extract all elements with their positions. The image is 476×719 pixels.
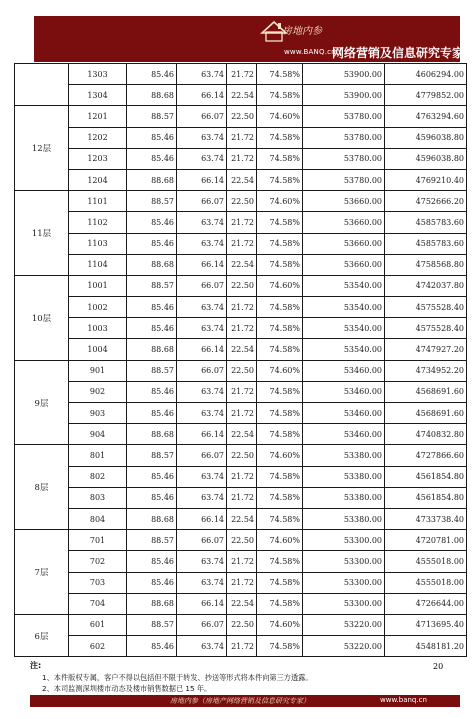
room-number-cell: 1202 <box>69 127 127 148</box>
room-number-cell: 904 <box>69 424 127 445</box>
table-row <box>15 614 467 635</box>
floor-label: 10层 <box>15 275 69 360</box>
table-row <box>15 85 467 106</box>
shared-area-cell: 21.72 <box>227 572 257 593</box>
total-price-cell: 4555018.00 <box>385 551 467 572</box>
table-row <box>15 424 467 445</box>
usable-area-cell: 63.74 <box>177 572 227 593</box>
total-price-cell: 4575528.40 <box>385 297 467 318</box>
unit-price-cell: 53660.00 <box>303 254 385 275</box>
building-area-cell: 85.46 <box>127 572 177 593</box>
usage-ratio-cell: 74.58% <box>257 297 303 318</box>
unit-price-cell: 53660.00 <box>303 212 385 233</box>
unit-price-cell: 53300.00 <box>303 572 385 593</box>
usable-area-cell: 63.74 <box>177 403 227 424</box>
unit-price-cell: 53300.00 <box>303 551 385 572</box>
unit-price-cell: 53380.00 <box>303 466 385 487</box>
unit-price-cell: 53300.00 <box>303 530 385 551</box>
room-number-cell: 1103 <box>69 233 127 254</box>
unit-price-cell: 53900.00 <box>303 64 385 85</box>
floor-label: 7层 <box>15 530 69 615</box>
total-price-cell: 4713695.40 <box>385 614 467 635</box>
usable-area-cell: 66.14 <box>177 339 227 360</box>
building-area-cell: 85.46 <box>127 381 177 402</box>
room-number-cell: 1101 <box>69 191 127 212</box>
usage-ratio-cell: 74.58% <box>257 85 303 106</box>
total-price-cell: 4769210.40 <box>385 169 467 190</box>
building-area-cell: 88.68 <box>127 593 177 614</box>
room-number-cell: 704 <box>69 593 127 614</box>
usage-ratio-cell: 74.58% <box>257 403 303 424</box>
building-area-cell: 88.57 <box>127 360 177 381</box>
footer-banner <box>30 695 460 707</box>
shared-area-cell: 21.72 <box>227 64 257 85</box>
footer-banner-text: 房地内参（房地产网络营销及信息研究专家） <box>170 697 310 705</box>
room-number-cell: 1002 <box>69 297 127 318</box>
table-row <box>15 254 467 275</box>
usage-ratio-cell: 74.60% <box>257 445 303 466</box>
total-price-cell: 4726644.00 <box>385 593 467 614</box>
total-price-cell: 4742037.80 <box>385 275 467 296</box>
unit-price-cell: 53780.00 <box>303 148 385 169</box>
unit-price-cell: 53780.00 <box>303 169 385 190</box>
building-area-cell: 88.68 <box>127 508 177 529</box>
shared-area-cell: 21.72 <box>227 381 257 402</box>
table-row <box>15 127 467 148</box>
shared-area-cell: 22.50 <box>227 445 257 466</box>
usage-ratio-cell: 74.58% <box>257 508 303 529</box>
unit-price-cell: 53540.00 <box>303 275 385 296</box>
table-row <box>15 487 467 508</box>
unit-price-cell: 53660.00 <box>303 191 385 212</box>
shared-area-cell: 22.50 <box>227 106 257 127</box>
room-number-cell: 902 <box>69 381 127 402</box>
total-price-cell: 4555018.00 <box>385 572 467 593</box>
shared-area-cell: 21.72 <box>227 127 257 148</box>
building-area-cell: 85.46 <box>127 148 177 169</box>
shared-area-cell: 21.72 <box>227 297 257 318</box>
usable-area-cell: 63.74 <box>177 381 227 402</box>
total-price-cell: 4720781.00 <box>385 530 467 551</box>
unit-price-cell: 53460.00 <box>303 360 385 381</box>
building-area-cell: 88.57 <box>127 445 177 466</box>
floor-label: 8层 <box>15 445 69 530</box>
usable-area-cell: 66.14 <box>177 593 227 614</box>
shared-area-cell: 22.54 <box>227 169 257 190</box>
total-price-cell: 4734952.20 <box>385 360 467 381</box>
usable-area-cell: 63.74 <box>177 148 227 169</box>
room-number-cell: 1102 <box>69 212 127 233</box>
shared-area-cell: 21.72 <box>227 318 257 339</box>
room-number-cell: 901 <box>69 360 127 381</box>
note-title: 注: <box>30 661 42 670</box>
shared-area-cell: 21.72 <box>227 212 257 233</box>
usable-area-cell: 66.07 <box>177 360 227 381</box>
usage-ratio-cell: 74.58% <box>257 233 303 254</box>
usage-ratio-cell: 74.58% <box>257 636 303 657</box>
usage-ratio-cell: 74.58% <box>257 148 303 169</box>
room-number-cell: 1201 <box>69 106 127 127</box>
building-area-cell: 88.68 <box>127 169 177 190</box>
shared-area-cell: 22.54 <box>227 424 257 445</box>
usable-area-cell: 66.07 <box>177 445 227 466</box>
building-area-cell: 88.68 <box>127 339 177 360</box>
shared-area-cell: 21.72 <box>227 148 257 169</box>
usage-ratio-cell: 74.60% <box>257 275 303 296</box>
usage-ratio-cell: 74.58% <box>257 381 303 402</box>
usable-area-cell: 66.14 <box>177 508 227 529</box>
total-price-cell: 4568691.60 <box>385 381 467 402</box>
table-row <box>15 275 467 296</box>
footer-banner-url: www.banq.cn <box>380 696 427 704</box>
total-price-cell: 4585783.60 <box>385 233 467 254</box>
unit-price-cell: 53540.00 <box>303 297 385 318</box>
unit-price-cell: 53300.00 <box>303 593 385 614</box>
shared-area-cell: 21.72 <box>227 466 257 487</box>
floor-label: 12层 <box>15 106 69 191</box>
usage-ratio-cell: 74.60% <box>257 106 303 127</box>
building-area-cell: 88.57 <box>127 275 177 296</box>
unit-price-cell: 53780.00 <box>303 106 385 127</box>
total-price-cell: 4740832.80 <box>385 424 467 445</box>
room-number-cell: 1303 <box>69 64 127 85</box>
shared-area-cell: 22.54 <box>227 85 257 106</box>
usage-ratio-cell: 74.60% <box>257 191 303 212</box>
total-price-cell: 4585783.60 <box>385 212 467 233</box>
room-number-cell: 601 <box>69 614 127 635</box>
usage-ratio-cell: 74.58% <box>257 424 303 445</box>
room-number-cell: 1204 <box>69 169 127 190</box>
building-area-cell: 85.46 <box>127 403 177 424</box>
usage-ratio-cell: 74.58% <box>257 593 303 614</box>
org-slogan: 网络营销及信息研究专家 <box>332 46 465 60</box>
room-number-cell: 1203 <box>69 148 127 169</box>
room-number-cell: 703 <box>69 572 127 593</box>
table-row <box>15 572 467 593</box>
table-row <box>15 212 467 233</box>
usable-area-cell: 66.14 <box>177 85 227 106</box>
building-area-cell: 88.57 <box>127 106 177 127</box>
building-area-cell: 88.57 <box>127 614 177 635</box>
note-copyright: 1、本件版权专属，客户不得以包括但不限于转发、抄送等形式将本件向第三方透露。 <box>42 673 313 682</box>
shared-area-cell: 22.54 <box>227 593 257 614</box>
usage-ratio-cell: 74.58% <box>257 212 303 233</box>
room-number-cell: 1001 <box>69 275 127 296</box>
building-area-cell: 88.68 <box>127 424 177 445</box>
room-number-cell: 701 <box>69 530 127 551</box>
total-price-cell: 4779852.00 <box>385 85 467 106</box>
total-price-cell: 4727866.60 <box>385 445 467 466</box>
usable-area-cell: 63.74 <box>177 212 227 233</box>
usable-area-cell: 66.14 <box>177 169 227 190</box>
shared-area-cell: 22.54 <box>227 254 257 275</box>
building-area-cell: 85.46 <box>127 636 177 657</box>
shared-area-cell: 21.72 <box>227 551 257 572</box>
total-price-cell: 4568691.60 <box>385 403 467 424</box>
shared-area-cell: 22.50 <box>227 191 257 212</box>
total-price-cell: 4561854.80 <box>385 487 467 508</box>
floor-label: 9层 <box>15 360 69 445</box>
site-url: www.BANQ.cn <box>284 48 336 56</box>
usable-area-cell: 66.14 <box>177 424 227 445</box>
unit-price-cell: 53780.00 <box>303 127 385 148</box>
shared-area-cell: 22.50 <box>227 530 257 551</box>
total-price-cell: 4752666.20 <box>385 191 467 212</box>
room-number-cell: 602 <box>69 636 127 657</box>
building-area-cell: 88.57 <box>127 191 177 212</box>
building-area-cell: 88.68 <box>127 85 177 106</box>
page-header-banner <box>34 16 465 62</box>
unit-price-cell: 53380.00 <box>303 445 385 466</box>
usable-area-cell: 63.74 <box>177 64 227 85</box>
usable-area-cell: 66.07 <box>177 106 227 127</box>
usable-area-cell: 63.74 <box>177 233 227 254</box>
room-number-cell: 1104 <box>69 254 127 275</box>
room-number-cell: 1304 <box>69 85 127 106</box>
room-number-cell: 801 <box>69 445 127 466</box>
unit-price-cell: 53380.00 <box>303 508 385 529</box>
total-price-cell: 4733738.40 <box>385 508 467 529</box>
unit-price-cell: 53540.00 <box>303 339 385 360</box>
building-area-cell: 85.46 <box>127 64 177 85</box>
note-monitoring: 2、本司监测深圳楼市动态及楼市销售数据已 15 年。 <box>42 684 212 693</box>
unit-price-cell: 53380.00 <box>303 487 385 508</box>
table-row <box>15 233 467 254</box>
building-area-cell: 88.68 <box>127 254 177 275</box>
table-row <box>15 191 467 212</box>
table-row <box>15 508 467 529</box>
building-area-cell: 85.46 <box>127 487 177 508</box>
usage-ratio-cell: 74.60% <box>257 360 303 381</box>
usage-ratio-cell: 74.58% <box>257 487 303 508</box>
floor-label <box>15 64 69 106</box>
table-row <box>15 466 467 487</box>
table-row <box>15 530 467 551</box>
unit-price-cell: 53460.00 <box>303 381 385 402</box>
building-area-cell: 85.46 <box>127 233 177 254</box>
total-price-cell: 4606294.00 <box>385 64 467 85</box>
usable-area-cell: 66.07 <box>177 275 227 296</box>
table-row <box>15 64 467 85</box>
table-row <box>15 297 467 318</box>
shared-area-cell: 22.54 <box>227 339 257 360</box>
usable-area-cell: 63.74 <box>177 636 227 657</box>
total-price-cell: 4575528.40 <box>385 318 467 339</box>
shared-area-cell: 22.50 <box>227 360 257 381</box>
usage-ratio-cell: 74.58% <box>257 572 303 593</box>
table-row <box>15 339 467 360</box>
usable-area-cell: 63.74 <box>177 466 227 487</box>
unit-price-cell: 53900.00 <box>303 85 385 106</box>
room-number-cell: 804 <box>69 508 127 529</box>
table-row <box>15 551 467 572</box>
usage-ratio-cell: 74.58% <box>257 551 303 572</box>
table-row <box>15 318 467 339</box>
total-price-cell: 4747927.20 <box>385 339 467 360</box>
building-area-cell: 85.46 <box>127 127 177 148</box>
unit-price-table <box>14 63 467 657</box>
unit-price-cell: 53460.00 <box>303 403 385 424</box>
usage-ratio-cell: 74.58% <box>257 254 303 275</box>
logo-text: 房地内参 <box>282 26 322 37</box>
unit-price-cell: 53220.00 <box>303 636 385 657</box>
usable-area-cell: 63.74 <box>177 551 227 572</box>
usage-ratio-cell: 74.58% <box>257 339 303 360</box>
table-row <box>15 593 467 614</box>
room-number-cell: 903 <box>69 403 127 424</box>
usable-area-cell: 66.07 <box>177 614 227 635</box>
table-row <box>15 636 467 657</box>
room-number-cell: 1003 <box>69 318 127 339</box>
table-row <box>15 360 467 381</box>
building-area-cell: 85.46 <box>127 551 177 572</box>
unit-price-cell: 53460.00 <box>303 424 385 445</box>
shared-area-cell: 21.72 <box>227 403 257 424</box>
usage-ratio-cell: 74.58% <box>257 466 303 487</box>
unit-price-cell: 53220.00 <box>303 614 385 635</box>
usable-area-cell: 66.07 <box>177 191 227 212</box>
total-price-cell: 4758568.80 <box>385 254 467 275</box>
shared-area-cell: 21.72 <box>227 487 257 508</box>
building-area-cell: 85.46 <box>127 466 177 487</box>
usage-ratio-cell: 74.60% <box>257 614 303 635</box>
table-row <box>15 403 467 424</box>
total-price-cell: 4561854.80 <box>385 466 467 487</box>
usable-area-cell: 63.74 <box>177 318 227 339</box>
building-area-cell: 85.46 <box>127 318 177 339</box>
table-row <box>15 381 467 402</box>
usage-ratio-cell: 74.58% <box>257 318 303 339</box>
usable-area-cell: 66.07 <box>177 530 227 551</box>
usable-area-cell: 63.74 <box>177 127 227 148</box>
usage-ratio-cell: 74.58% <box>257 64 303 85</box>
table-row <box>15 148 467 169</box>
usage-ratio-cell: 74.58% <box>257 127 303 148</box>
usable-area-cell: 66.14 <box>177 254 227 275</box>
unit-price-cell: 53540.00 <box>303 318 385 339</box>
room-number-cell: 803 <box>69 487 127 508</box>
usable-area-cell: 63.74 <box>177 487 227 508</box>
usable-area-cell: 63.74 <box>177 297 227 318</box>
room-number-cell: 702 <box>69 551 127 572</box>
building-area-cell: 85.46 <box>127 297 177 318</box>
shared-area-cell: 22.54 <box>227 508 257 529</box>
total-price-cell: 4763294.60 <box>385 106 467 127</box>
room-number-cell: 1004 <box>69 339 127 360</box>
shared-area-cell: 21.72 <box>227 636 257 657</box>
table-row <box>15 106 467 127</box>
table-row <box>15 169 467 190</box>
usage-ratio-cell: 74.60% <box>257 530 303 551</box>
floor-label: 11层 <box>15 191 69 276</box>
page-number: 20 <box>433 662 444 671</box>
total-price-cell: 4596038.80 <box>385 127 467 148</box>
floor-label: 6层 <box>15 614 69 656</box>
table-row <box>15 445 467 466</box>
total-price-cell: 4548181.20 <box>385 636 467 657</box>
unit-price-cell: 53660.00 <box>303 233 385 254</box>
usage-ratio-cell: 74.58% <box>257 169 303 190</box>
total-price-cell: 4596038.80 <box>385 148 467 169</box>
shared-area-cell: 21.72 <box>227 233 257 254</box>
shared-area-cell: 22.50 <box>227 614 257 635</box>
room-number-cell: 802 <box>69 466 127 487</box>
building-area-cell: 88.57 <box>127 530 177 551</box>
shared-area-cell: 22.50 <box>227 275 257 296</box>
building-area-cell: 85.46 <box>127 212 177 233</box>
